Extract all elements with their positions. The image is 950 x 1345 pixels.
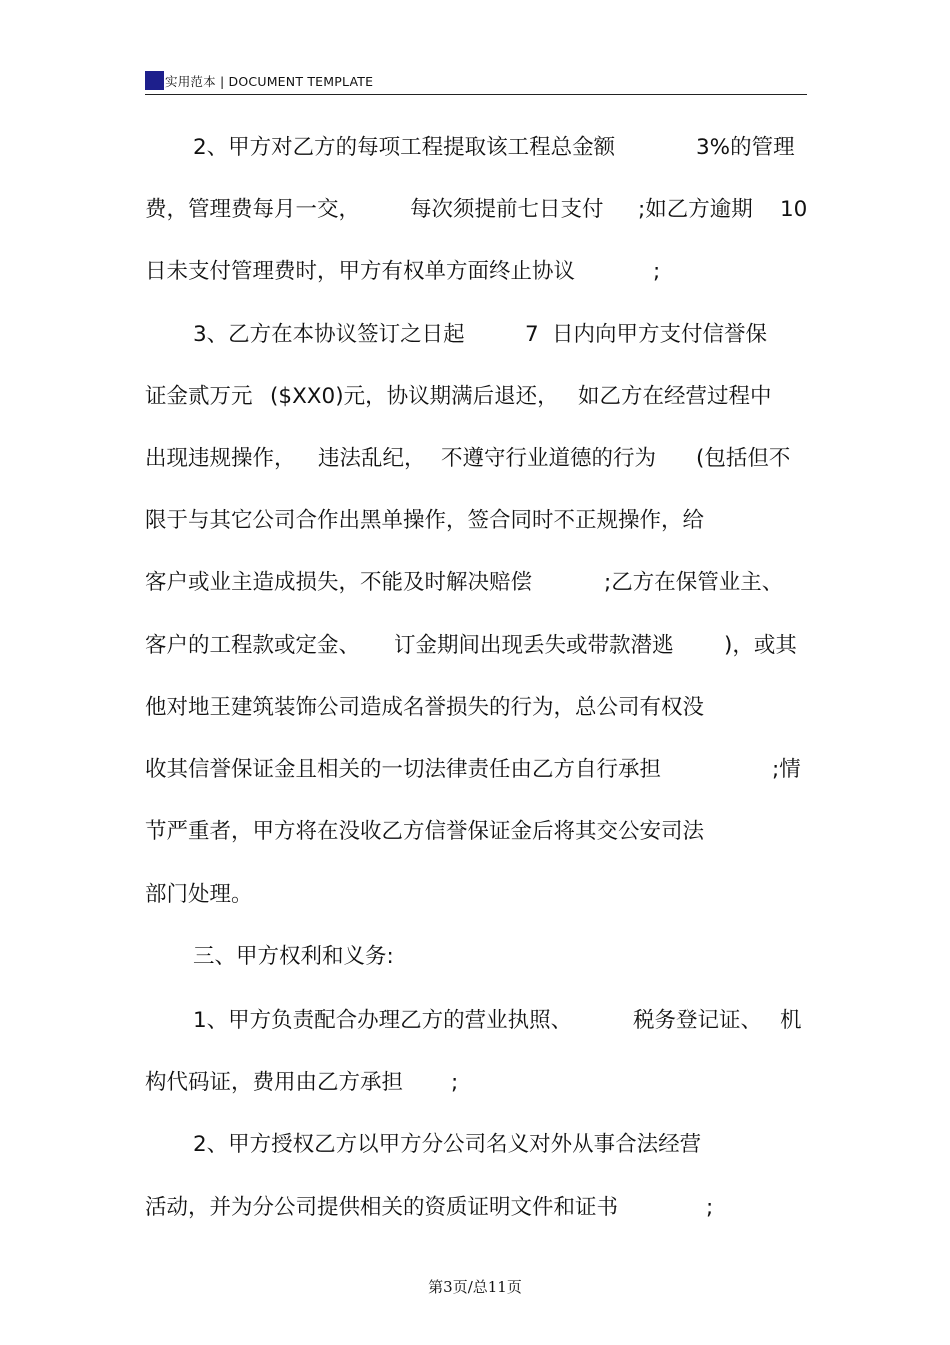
text-line	[0, 691, 950, 725]
text-line	[0, 131, 950, 165]
text-segment: 机	[780, 1008, 802, 1033]
text-segment: 2、甲方对乙方的每项工程提取该工程总金额	[193, 135, 616, 160]
text-line	[0, 380, 950, 414]
text-segment: ($XX0)元，协议期满后退还，	[270, 384, 559, 409]
text-segment: )，或其	[724, 633, 797, 658]
text-segment: 7	[525, 322, 539, 347]
text-line	[0, 255, 950, 289]
text-segment: ;	[451, 1070, 459, 1095]
header-logo-square	[145, 71, 164, 90]
text-line	[0, 878, 950, 912]
text-segment: ;乙方在保管业主、	[604, 570, 784, 595]
page-number: 第3页/总11页	[428, 1278, 522, 1296]
text-line	[0, 1191, 950, 1225]
text-segment: 出现违规操作，	[145, 446, 296, 471]
text-segment: 证金贰万元	[145, 384, 253, 409]
document-header	[145, 70, 807, 95]
text-line	[0, 629, 950, 663]
text-segment: 2、甲方授权乙方以甲方分公司名义对外从事合法经营	[193, 1132, 702, 1157]
text-segment: 限于与其它公司合作出黑单操作，签合同时不正规操作，给	[145, 508, 705, 533]
text-line	[0, 566, 950, 600]
text-segment: 如乙方在经营过程中	[578, 384, 772, 409]
text-segment: 违法乱纪，	[318, 446, 426, 471]
text-segment: 三、甲方权利和义务:	[193, 944, 394, 969]
text-segment: 客户的工程款或定金、	[145, 633, 361, 658]
text-segment: 日内向甲方支付信誉保	[552, 322, 768, 347]
text-line	[0, 1066, 950, 1100]
text-segment: 日未支付管理费时，甲方有权单方面终止协议	[145, 259, 576, 284]
text-segment: ;	[653, 259, 661, 284]
text-segment: 部门处理。	[145, 882, 253, 907]
text-segment: 订金期间出现丢失或带款潜逃	[394, 633, 674, 658]
text-line	[0, 815, 950, 849]
text-segment: 客户或业主造成损失，不能及时解决赔偿	[145, 570, 533, 595]
text-line	[0, 1128, 950, 1162]
header-label: 实用范本 | DOCUMENT TEMPLATE	[165, 74, 374, 89]
text-segment: 10	[780, 197, 808, 222]
text-line	[0, 753, 950, 787]
text-line	[0, 193, 950, 227]
text-line	[0, 318, 950, 352]
text-segment: (包括但不	[696, 446, 791, 471]
text-segment: 节严重者，甲方将在没收乙方信誉保证金后将其交公安司法	[145, 819, 705, 844]
text-segment: 3、乙方在本协议签订之日起	[193, 322, 465, 347]
text-segment: 每次须提前七日支付	[410, 197, 604, 222]
text-segment: ;	[706, 1195, 714, 1220]
text-segment: 3%的管理	[696, 135, 795, 160]
text-segment: 1、甲方负责配合办理乙方的营业执照、	[193, 1008, 573, 1033]
text-line	[0, 504, 950, 538]
text-segment: 税务登记证、	[633, 1008, 763, 1033]
text-segment: ;如乙方逾期	[638, 197, 753, 222]
text-segment: 构代码证，费用由乙方承担	[145, 1070, 404, 1095]
text-segment: 他对地王建筑装饰公司造成名誉损失的行为，总公司有权没	[145, 695, 705, 720]
text-segment: ;情	[772, 757, 801, 782]
text-segment: 不遵守行业道德的行为	[441, 446, 657, 471]
section-heading	[0, 940, 950, 974]
text-segment: 费，管理费每月一交，	[145, 197, 361, 222]
text-segment: 收其信誉保证金且相关的一切法律责任由乙方自行承担	[145, 757, 662, 782]
text-line	[0, 442, 950, 476]
text-segment: 活动，并为分公司提供相关的资质证明文件和证书	[145, 1195, 619, 1220]
text-line	[0, 1004, 950, 1038]
